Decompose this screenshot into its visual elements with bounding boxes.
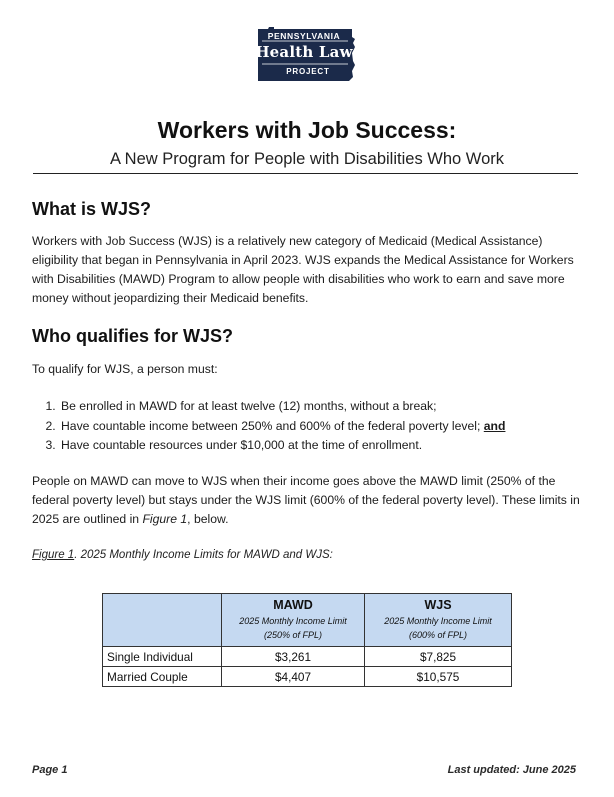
wjs-value: $10,575 bbox=[365, 667, 512, 687]
mawd-value: $4,407 bbox=[222, 667, 365, 687]
section-heading-what-is: What is WJS? bbox=[32, 199, 152, 219]
table-header-row bbox=[103, 594, 512, 647]
figure-label: Figure 1 bbox=[32, 549, 75, 561]
list-item: 1. Be enrolled in MAWD for at least twelve (12) months, without a break; bbox=[59, 397, 505, 417]
figure-caption: Figure 1. 2025 Monthly Income Limits for MAWD and WJS: bbox=[32, 549, 333, 561]
qualify-intro: To qualify for WJS, a person must: bbox=[32, 362, 218, 376]
income-limits-table bbox=[102, 593, 512, 687]
list-item: 3. Have countable resources under $10,000 at the time of enrollment. bbox=[59, 436, 505, 456]
table-corner-cell bbox=[103, 594, 222, 647]
logo-line-3: PROJECT bbox=[286, 67, 330, 76]
limits-paragraph: People on MAWD can move to WJS when their income goes above the MAWD limit (250% of the federal poverty level) but stays under the WJS limit (600% of the federal poverty level). These limits in 2025 are outlined in Figure 1, below. bbox=[32, 474, 580, 526]
last-updated: Last updated: June 2025 bbox=[447, 764, 576, 776]
table-row bbox=[103, 667, 512, 687]
page-subtitle: A New Program for People with Disabilities Who Work bbox=[109, 150, 504, 168]
mawd-value: $3,261 bbox=[222, 647, 365, 667]
column-header-mawd: MAWD 2025 Monthly Income Limit (250% of FPL) bbox=[222, 594, 365, 647]
column-header-wjs: WJS 2025 Monthly Income Limit (600% of FPL) bbox=[365, 594, 512, 647]
table-row bbox=[103, 647, 512, 667]
logo-line-2: Health Law bbox=[255, 43, 353, 61]
page-number: Page 1 bbox=[32, 764, 68, 776]
figure-reference: Figure 1 bbox=[142, 512, 188, 526]
pahlp-logo bbox=[252, 27, 356, 83]
wjs-value: $7,825 bbox=[365, 647, 512, 667]
what-is-paragraph: Workers with Job Success (WJS) is a relatively new category of Medicaid (Medical Assistance) eligibility that began in Pennsylvania in April 2023. WJS expands the Medical Assistance for Workers with Disabilities (MAWD) Program to allow people with disabilities who work to earn and save more money without jeopardizing their Medicaid benefits. bbox=[32, 234, 574, 305]
row-label: Single Individual bbox=[103, 647, 222, 667]
page-title: Workers with Job Success: bbox=[157, 117, 457, 143]
row-label: Married Couple bbox=[103, 667, 222, 687]
title-divider bbox=[33, 173, 578, 174]
requirements-list bbox=[32, 397, 505, 456]
logo-line-1: PENNSYLVANIA bbox=[267, 31, 341, 41]
list-item: 2. Have countable income between 250% and 600% of the federal poverty level; and bbox=[59, 417, 505, 437]
and-connector: and bbox=[483, 418, 506, 433]
section-heading-who-qualifies: Who qualifies for WJS? bbox=[32, 326, 233, 346]
